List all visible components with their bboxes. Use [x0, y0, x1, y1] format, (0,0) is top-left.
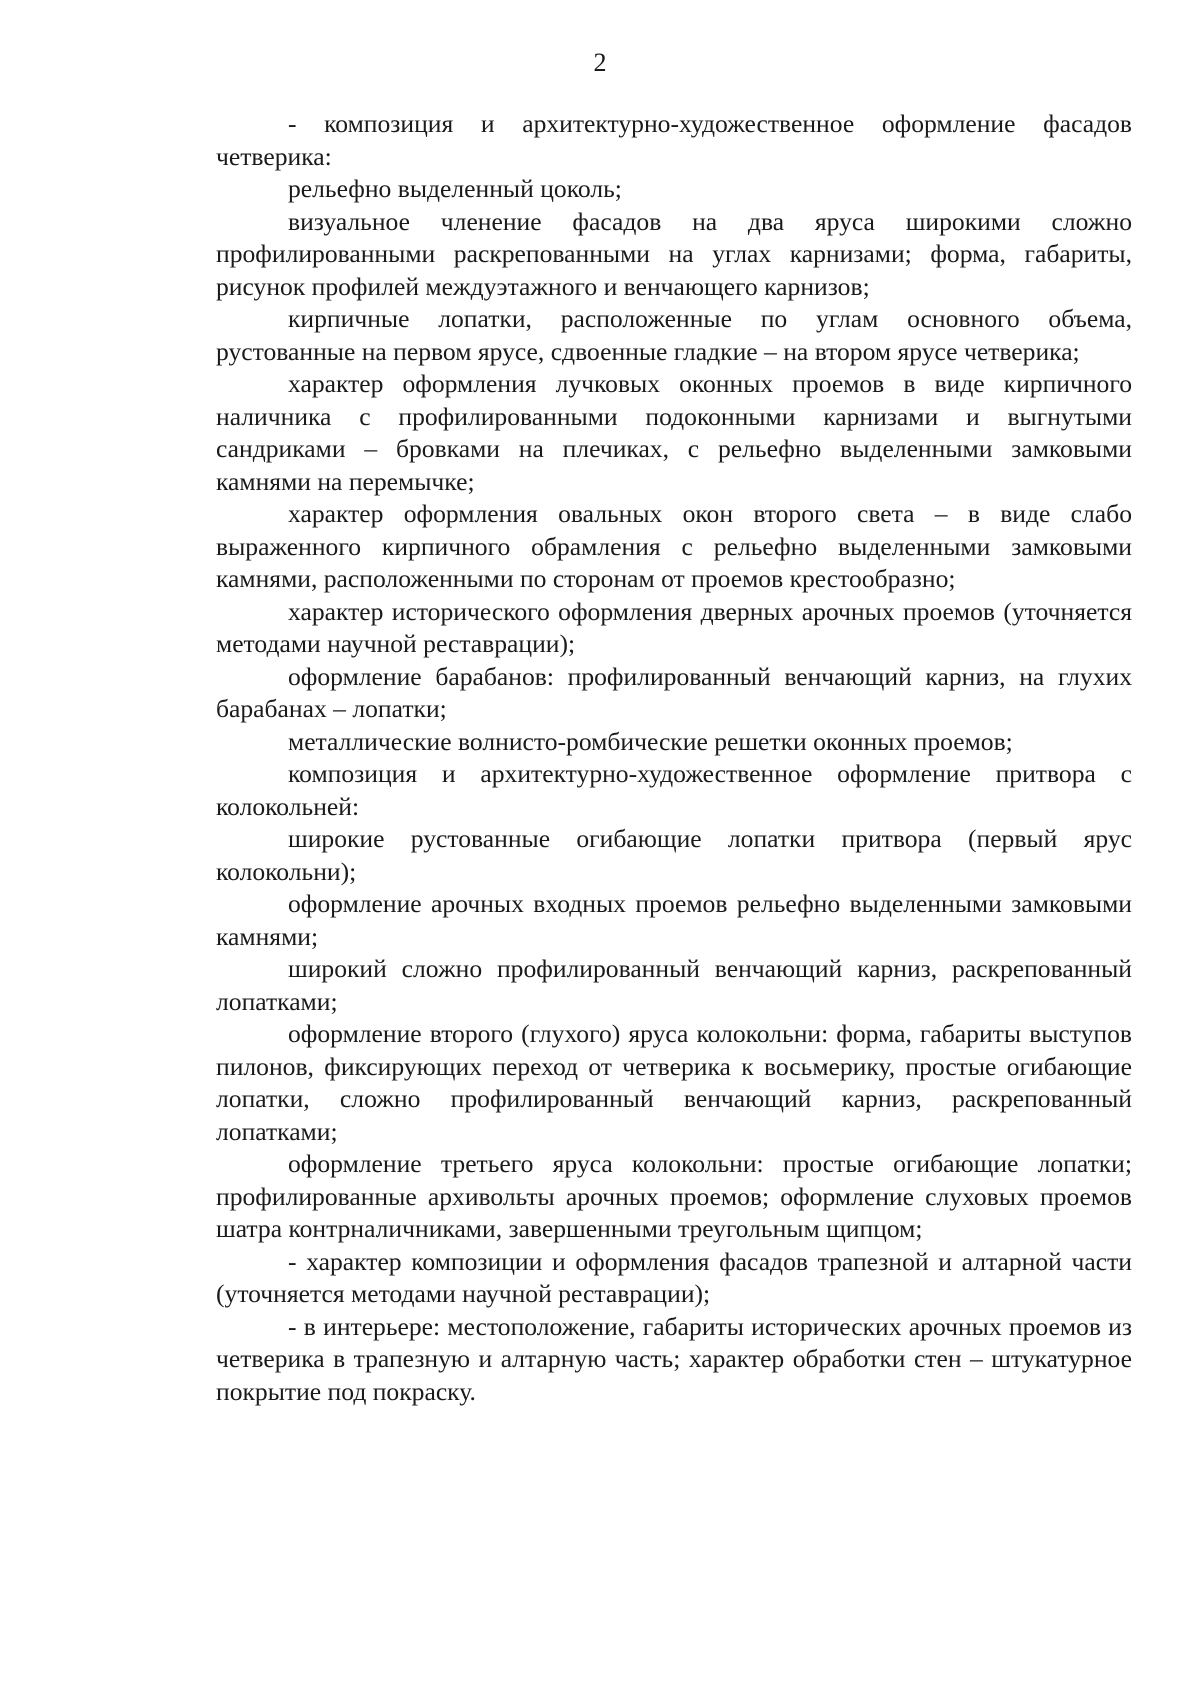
- paragraph: оформление третьего яруса колокольни: простые огибающие лопатки; профилированные архивольты арочных проемов; оформление слуховых проемов шатра контрналичниками, завершенными треугольным щипцом;: [216, 1149, 1132, 1243]
- paragraph: визуальное членение фасадов на два яруса широкими сложно профилированными раскрепованными на углах карнизами; форма, габариты, рисунок профилей междуэтажного и венчающего карнизов;: [216, 206, 1132, 301]
- paragraph: - характер композиции и оформления фасадов трапезной и алтарной части (уточняется методами научной реставрации);: [216, 1246, 1132, 1308]
- paragraph: оформление барабанов: профилированный венчающий карниз, на глухих барабанах – лопатки;: [216, 661, 1132, 723]
- paragraph: характер исторического оформления дверных арочных проемов (уточняется методами научной реставрации);: [216, 596, 1132, 658]
- page-number: 2: [593, 48, 607, 77]
- paragraph: - в интерьере: местоположение, габариты исторических арочных проемов из четверика в трапезную и алтарную часть; характер обработки стен – штукатурное покрытие под покраску.: [216, 1311, 1132, 1406]
- paragraph: рельефно выделенный цоколь;: [288, 174, 622, 203]
- paragraph: широкие рустованные огибающие лопатки притвора (первый ярус колокольни);: [216, 824, 1132, 886]
- document-body: [216, 108, 1132, 1408]
- paragraph: металлические волнисто-ромбические решетки оконных проемов;: [288, 726, 1013, 756]
- paragraph: широкий сложно профилированный венчающий карниз, раскрепованный лопатками;: [216, 954, 1132, 1016]
- paragraph: композиция и архитектурно-художественное оформление притвора с колокольней:: [216, 759, 1132, 821]
- paragraph: характер оформления лучковых оконных проемов в виде кирпичного наличника с профилированными подоконными карнизами и выгнутыми сандриками – бровками на плечиках, с рельефно выделенными замковыми камнями на перемычке;: [216, 369, 1132, 496]
- paragraph: кирпичные лопатки, расположенные по углам основного объема, рустованные на первом ярусе, сдвоенные гладкие – на втором ярусе четверика;: [216, 304, 1132, 366]
- paragraph: оформление арочных входных проемов рельефно выделенными замковыми камнями;: [216, 889, 1132, 951]
- paragraph: оформление второго (глухого) яруса колокольни: форма, габариты выступов пилонов, фиксирующих переход от четверика к восьмерику, простые огибающие лопатки, сложно профилированный венчающий карниз, раскрепованный лопатками;: [216, 1019, 1132, 1146]
- paragraph: - композиция и архитектурно-художественное оформление фасадов четверика:: [216, 109, 1132, 171]
- paragraph: характер оформления овальных окон второго света – в виде слабо выраженного кирпичного обрамления с рельефно выделенными замковыми камнями, расположенными по сторонам от проемов крестообразно;: [216, 499, 1132, 593]
